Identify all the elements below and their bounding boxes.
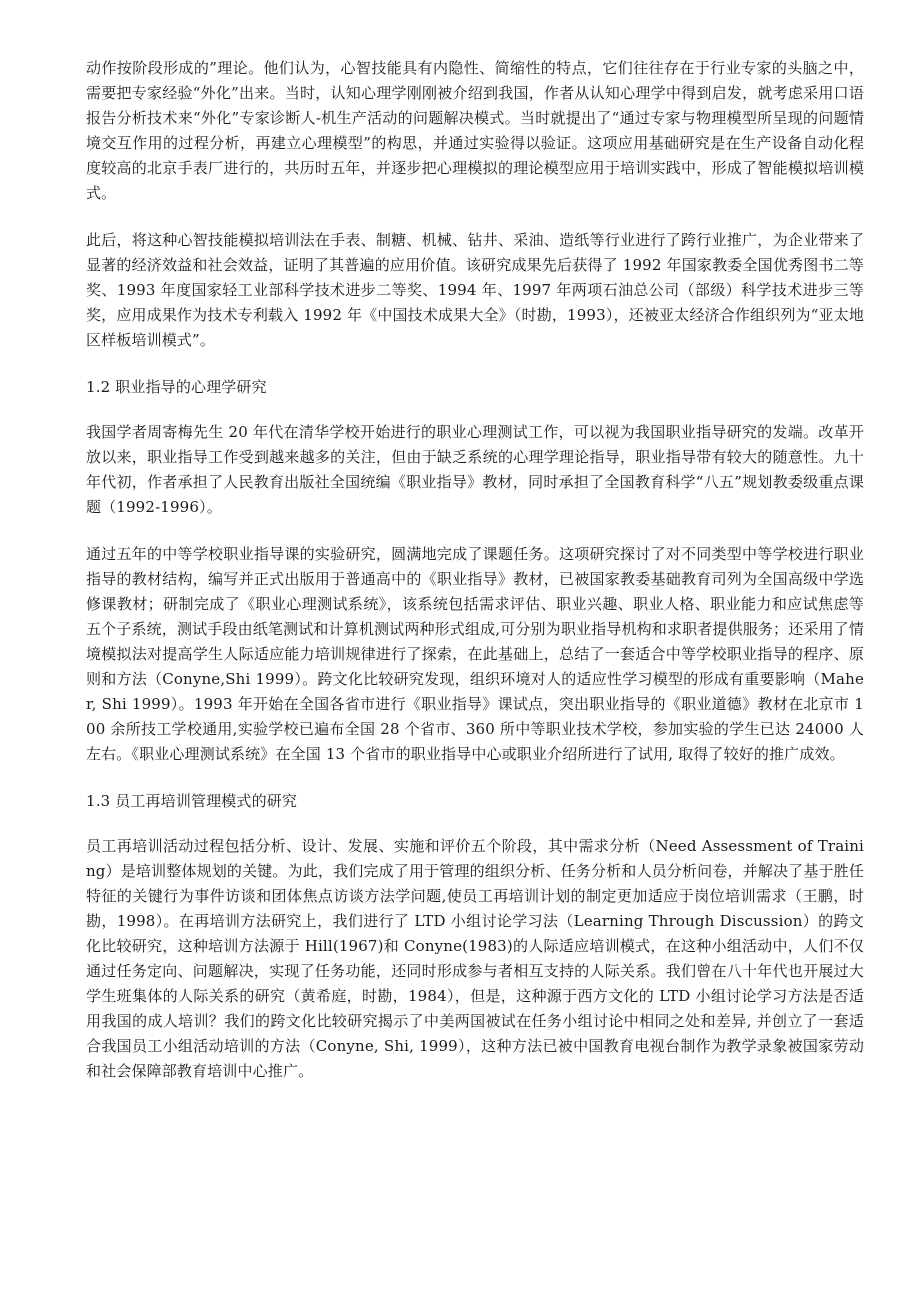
section-heading: 1.3 员工再培训管理模式的研究 <box>86 792 298 810</box>
document-body <box>86 56 864 1084</box>
body-paragraph: 通过五年的中等学校职业指导课的实验研究，圆满地完成了课题任务。这项研究探讨了对不同类型中等学校进行职业指导的教材结构，编写并正式出版用于普通高中的《职业指导》教材，已被国家教委基础教育司列为全国高级中学选修课教材；研制完成了《职业心理测试系统》，该系统包括需求评估、职业兴趣、职业人格、职业能力和应试焦虑等五个子系统，测试手段由纸笔测试和计算机测试两种形式组成,可分别为职业指导机构和求职者提供服务；还采用了情境模拟法对提高学生人际适应能力培训规律进行了探索，在此基础上，总结了一套适合中等学校职业指导的程序、原则和方法（Conyne,Shi 1999）。跨文化比较研究发现，组织环境对人的适应性学习模型的形成有重要影响（Maher, Shi 1999）。1993 年开始在全国各省市进行《职业指导》课试点，突出职业指导的《职业道德》教材在北京市 100 余所技工学校通用,实验学校已遍布全国 28 个省市、360 所中等职业技术学校，参加实验的学生已达 24000 人左右。《职业心理测试系统》在全国 13 个省市的职业指导中心或职业介绍所进行了试用, 取得了较好的推广成效。 <box>86 545 864 763</box>
body-paragraph: 我国学者周寄梅先生 20 年代在清华学校开始进行的职业心理测试工作，可以视为我国职业指导研究的发端。改革开放以来，职业指导工作受到越来越多的关注，但由于缺乏系统的心理学理论指导，职业指导带有较大的随意性。九十年代初，作者承担了人民教育出版社全国统编《职业指导》教材，同时承担了全国教育科学“八五”规划教委级重点课题（1992-1996）。 <box>86 423 864 516</box>
body-paragraph: 动作按阶段形成的”理论。他们认为，心智技能具有内隐性、简缩性的特点，它们往往存在于行业专家的头脑之中，需要把专家经验“外化”出来。当时，认知心理学刚刚被介绍到我国，作者从认知心理学中得到启发，就考虑采用口语报告分析技术来“外化”专家诊断人-机生产活动的问题解决模式。当时就提出了“通过专家与物理模型所呈现的问题情境交互作用的过程分析，再建立心理模型”的构思，并通过实验得以验证。这项应用基础研究是在生产设备自动化程度较高的北京手表厂进行的，共历时五年，并逐步把心理模拟的理论模型应用于培训实践中，形成了智能模拟培训模式。 <box>86 59 864 202</box>
body-paragraph: 员工再培训活动过程包括分析、设计、发展、实施和评价五个阶段，其中需求分析（Need Assessment of Training）是培训整体规划的关键。为此，我们完成了用于管理的组织分析、任务分析和人员分析问卷，并解决了基于胜任特征的关键行为事件访谈和团体焦点访谈方法学问题,使员工再培训计划的制定更加适应于岗位培训需求（王鹏，时勘，1998）。在再培训方法研究上，我们进行了 LTD 小组讨论学习法（Learning Through Discussion）的跨文化比较研究，这种培训方法源于 Hill(1967)和 Conyne(1983)的人际适应培训模式，在这种小组活动中，人们不仅通过任务定向、问题解决，实现了任务功能，还同时形成参与者相互支持的人际关系。我们曾在八十年代也开展过大学生班集体的人际关系的研究（黄希庭，时勘，1984），但是，这种源于西方文化的 LTD 小组讨论学习方法是否适用我国的成人培训？我们的跨文化比较研究揭示了中美两国被试在任务小组讨论中相同之处和差异, 并创立了一套适合我国员工小组活动培训的方法（Conyne, Shi, 1999），这种方法已被中国教育电视台制作为教学录象被国家劳动和社会保障部教育培训中心推广。 <box>86 837 864 1080</box>
document-page <box>86 56 864 1106</box>
body-paragraph: 此后，将这种心智技能模拟培训法在手表、制糖、机械、钻井、采油、造纸等行业进行了跨行业推广，为企业带来了显著的经济效益和社会效益，证明了其普遍的应用价值。该研究成果先后获得了 1992 年国家教委全国优秀图书二等奖、1993 年度国家轻工业部科学技术进步二等奖、1994 年、1997 年两项石油总公司（部级）科学技术进步三等奖，应用成果作为技术专利载入 1992 年《中国技术成果大全》（时勘，1993），还被亚太经济合作组织列为“亚太地区样板培训模式”。 <box>86 231 864 349</box>
section-heading: 1.2 职业指导的心理学研究 <box>86 378 267 396</box>
